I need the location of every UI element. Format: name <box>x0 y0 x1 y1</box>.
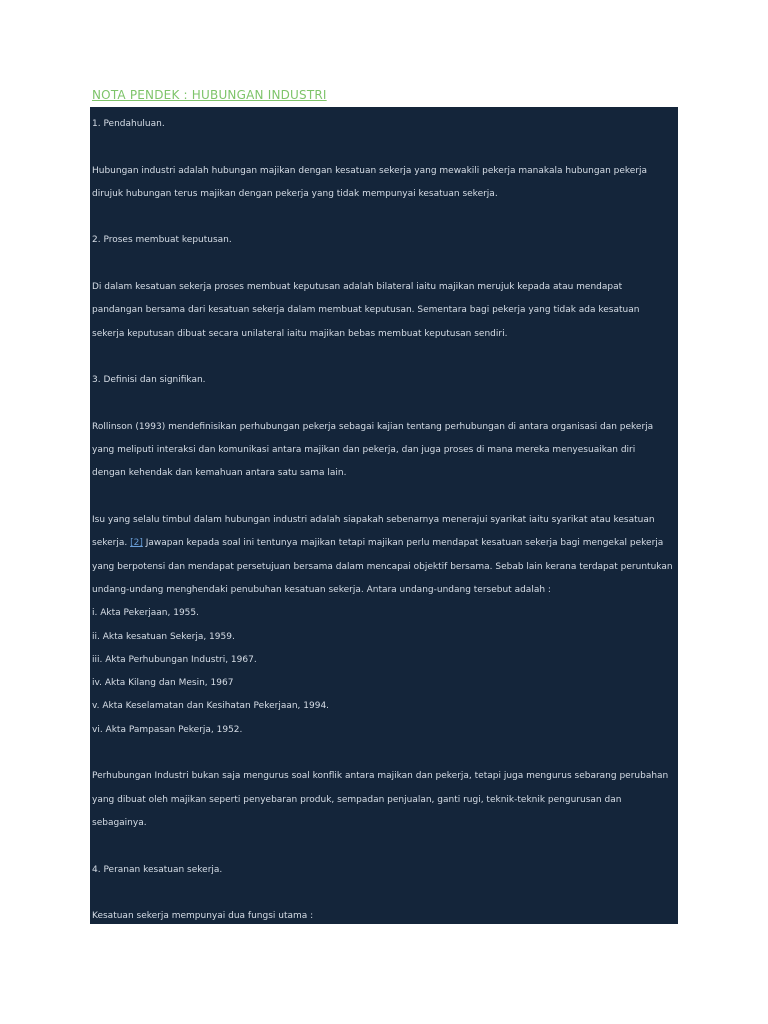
document-title: NOTA PENDEK : HUBUNGAN INDUSTRI <box>92 88 327 102</box>
paragraph-line: dirujuk hubungan terus majikan dengan pekerja yang tidak mempunyai kesatuan sekerja. <box>92 188 498 199</box>
paragraph-line: Kesatuan sekerja mempunyai dua fungsi utama : <box>92 911 314 922</box>
text-segment: sekerja. <box>92 538 131 549</box>
section-heading-proses: 2. Proses membuat keputusan. <box>92 235 232 246</box>
paragraph-line: sekerja keputusan dibuat secara unilateral iaitu majikan bebas membuat keputusan sendiri. <box>92 328 508 339</box>
act-list-item: vi. Akta Pampasan Pekerja, 1952. <box>92 724 243 735</box>
paragraph-line: Isu yang selalu timbul dalam hubungan industri adalah siapakah sebenarnya menerajui syarikat iaitu syarikat atau kesatuan <box>92 515 655 526</box>
act-list-item: iii. Akta Perhubungan Industri, 1967. <box>92 654 257 665</box>
section-heading-pendahuluan: 1. Pendahuluan. <box>92 119 165 129</box>
paragraph-line: Perhubungan Industri bukan saja mengurus soal konflik antara majikan dan pekerja, tetapi juga mengurus sebarang perubahan <box>92 771 669 782</box>
paragraph-line: sebagainya. <box>92 817 147 828</box>
act-list-item: i. Akta Pekerjaan, 1955. <box>92 608 199 619</box>
section-heading-peranan: 4. Peranan kesatuan sekerja. <box>92 864 223 875</box>
act-list-item: ii. Akta kesatuan Sekerja, 1959. <box>92 631 235 642</box>
paragraph-line: yang dibuat oleh majikan seperti penyebaran produk, sempadan penjualan, ganti rugi, teknik-teknik pengurusan dan <box>92 794 622 805</box>
paragraph-line: dengan kehendak dan kemahuan antara satu sama lain. <box>92 468 347 479</box>
paragraph-line: undang-undang menghendaki penubuhan kesatuan sekerja. Antara undang-undang tersebut adalah : <box>92 584 551 595</box>
text-segment: Jawapan kepada soal ini tentunya majikan tetapi majikan perlu mendapat kesatuan sekerja bagi mengekal pekerja <box>142 538 664 549</box>
paragraph-line: pandangan bersama dari kesatuan sekerja dalam membuat keputusan. Sementara bagi pekerja yang tidak ada kesatuan <box>92 305 640 316</box>
paragraph-line: Hubungan industri adalah hubungan majikan dengan kesatuan sekerja yang mewakili pekerja manakala hubungan pekerja <box>92 165 648 176</box>
paragraph-line: yang meliputi interaksi dan komunikasi antara majikan dan pekerja, dan juga proses di mana mereka menyesuaikan diri <box>92 445 636 456</box>
paragraph-line: Di dalam kesatuan sekerja proses membuat keputusan adalah bilateral iaitu majikan merujuk kepada atau mendapat <box>92 282 623 293</box>
content-panel <box>90 107 678 924</box>
act-list-item: iv. Akta Kilang dan Mesin, 1967 <box>92 678 234 689</box>
paragraph-line: Rollinson (1993) mendefinisikan perhubungan pekerja sebagai kajian tentang perhubungan di antara organisasi dan pekerja <box>92 421 654 432</box>
paragraph-line: yang berpotensi dan mendapat persetujuan bersama dalam mencapai objektif bersama. Sebab lain kerana terdapat peruntukan <box>92 561 673 572</box>
section-heading-definisi: 3. Definisi dan signifikan. <box>92 375 206 386</box>
act-list-item: v. Akta Keselamatan dan Kesihatan Pekerjaan, 1994. <box>92 701 330 712</box>
paragraph-line-with-ref <box>90 532 678 555</box>
footnote-link[interactable]: [2] <box>130 538 143 549</box>
